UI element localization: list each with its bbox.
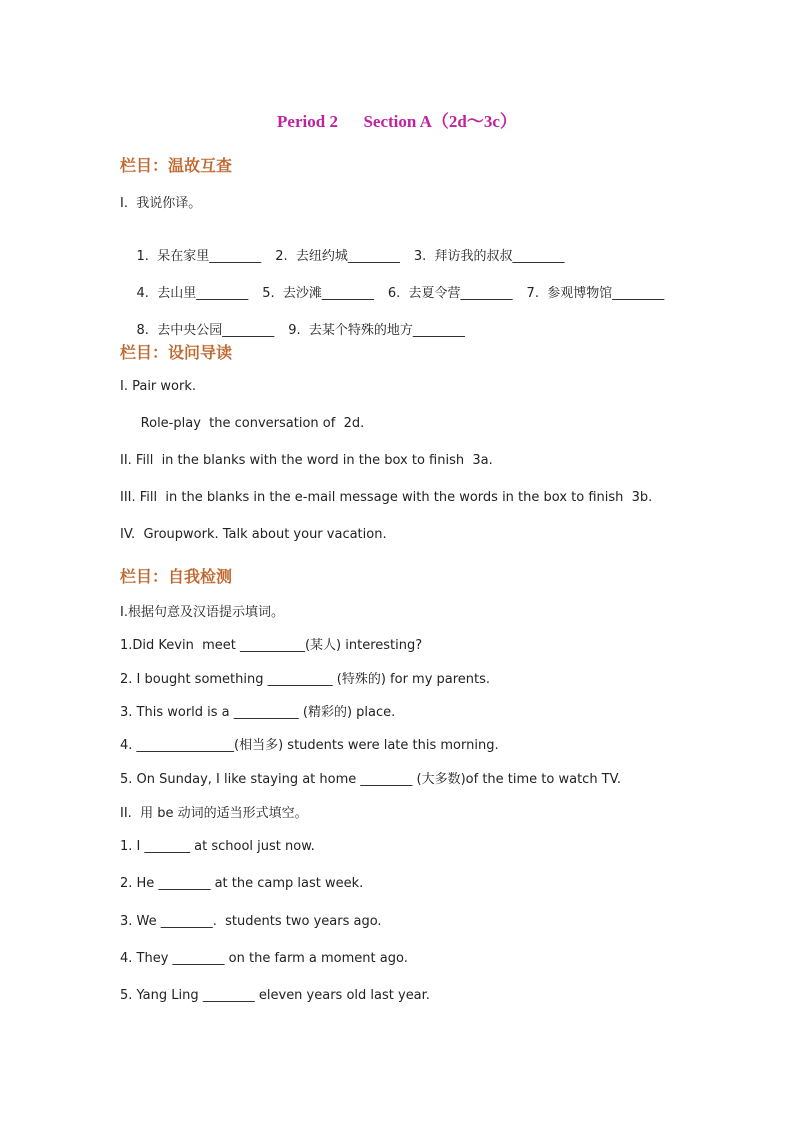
review-item: 9. 去某个特殊的地方________ — [288, 323, 465, 338]
selftest-part1-item: 1.Did Kevin meet __________(某人) interesting? — [120, 638, 423, 653]
selftest-part2-item: 5. Yang Ling ________ eleven years old last year. — [120, 988, 430, 1003]
section-heading-guide: 栏目：设问导读 — [120, 343, 233, 362]
guide-item: Role-play the conversation of 2d. — [120, 416, 365, 431]
review-item: 2. 去纽约城________ — [275, 249, 400, 264]
guide-item: Ⅰ. Pair work. — [120, 379, 197, 394]
selftest-part2-title: II. 用 be 动词的适当形式填空。 — [120, 806, 308, 821]
guide-item: II. Fill in the blanks with the word in the box to finish 3a. — [120, 453, 493, 468]
review-item: 5. 去沙滩________ — [262, 286, 374, 301]
selftest-part2-item: 3. We ________. students two years ago. — [120, 914, 382, 929]
selftest-part1-item: 5. On Sunday, I like staying at home ________ (大多数)of the time to watch TV. — [120, 772, 621, 787]
review-item: 6. 去夏令营________ — [387, 286, 513, 301]
selftest-part1-title: I.根据句意及汉语提示填词。 — [120, 605, 284, 620]
page-title: Period 2 Section A（2d～3c） — [277, 112, 517, 131]
section-heading-review: 栏目：温故互查 — [120, 156, 233, 175]
selftest-part2-item: 4. They ________ on the farm a moment ago. — [120, 951, 408, 966]
selftest-part2-item: 2. He ________ at the camp last week. — [120, 876, 364, 891]
section-heading-selftest: 栏目：自我检测 — [120, 567, 233, 586]
review-item: 8. 去中央公园________ — [136, 323, 275, 338]
review-item: 3. 拜访我的叔叔________ — [413, 249, 565, 264]
review-instruction: I. 我说你译。 — [120, 196, 202, 211]
guide-item: III. Fill in the blanks in the e-mail message with the words in the box to finish 3b. — [120, 490, 653, 505]
selftest-part2-item: 1. I _______ at school just now. — [120, 839, 315, 854]
selftest-part1-item: 3. This world is a __________ (精彩的) place. — [120, 705, 396, 720]
selftest-part1-item: 4. _______________(相当多) students were late this morning. — [120, 738, 499, 753]
review-item: 7. 参观博物馆________ — [526, 286, 665, 301]
review-item: 1. 呆在家里________ — [136, 249, 262, 264]
selftest-part1-item: 2. I bought something __________ (特殊的) for my parents. — [120, 672, 491, 687]
guide-item: IV. Groupwork. Talk about your vacation. — [120, 527, 387, 542]
review-item: 4. 去山里________ — [136, 286, 249, 301]
